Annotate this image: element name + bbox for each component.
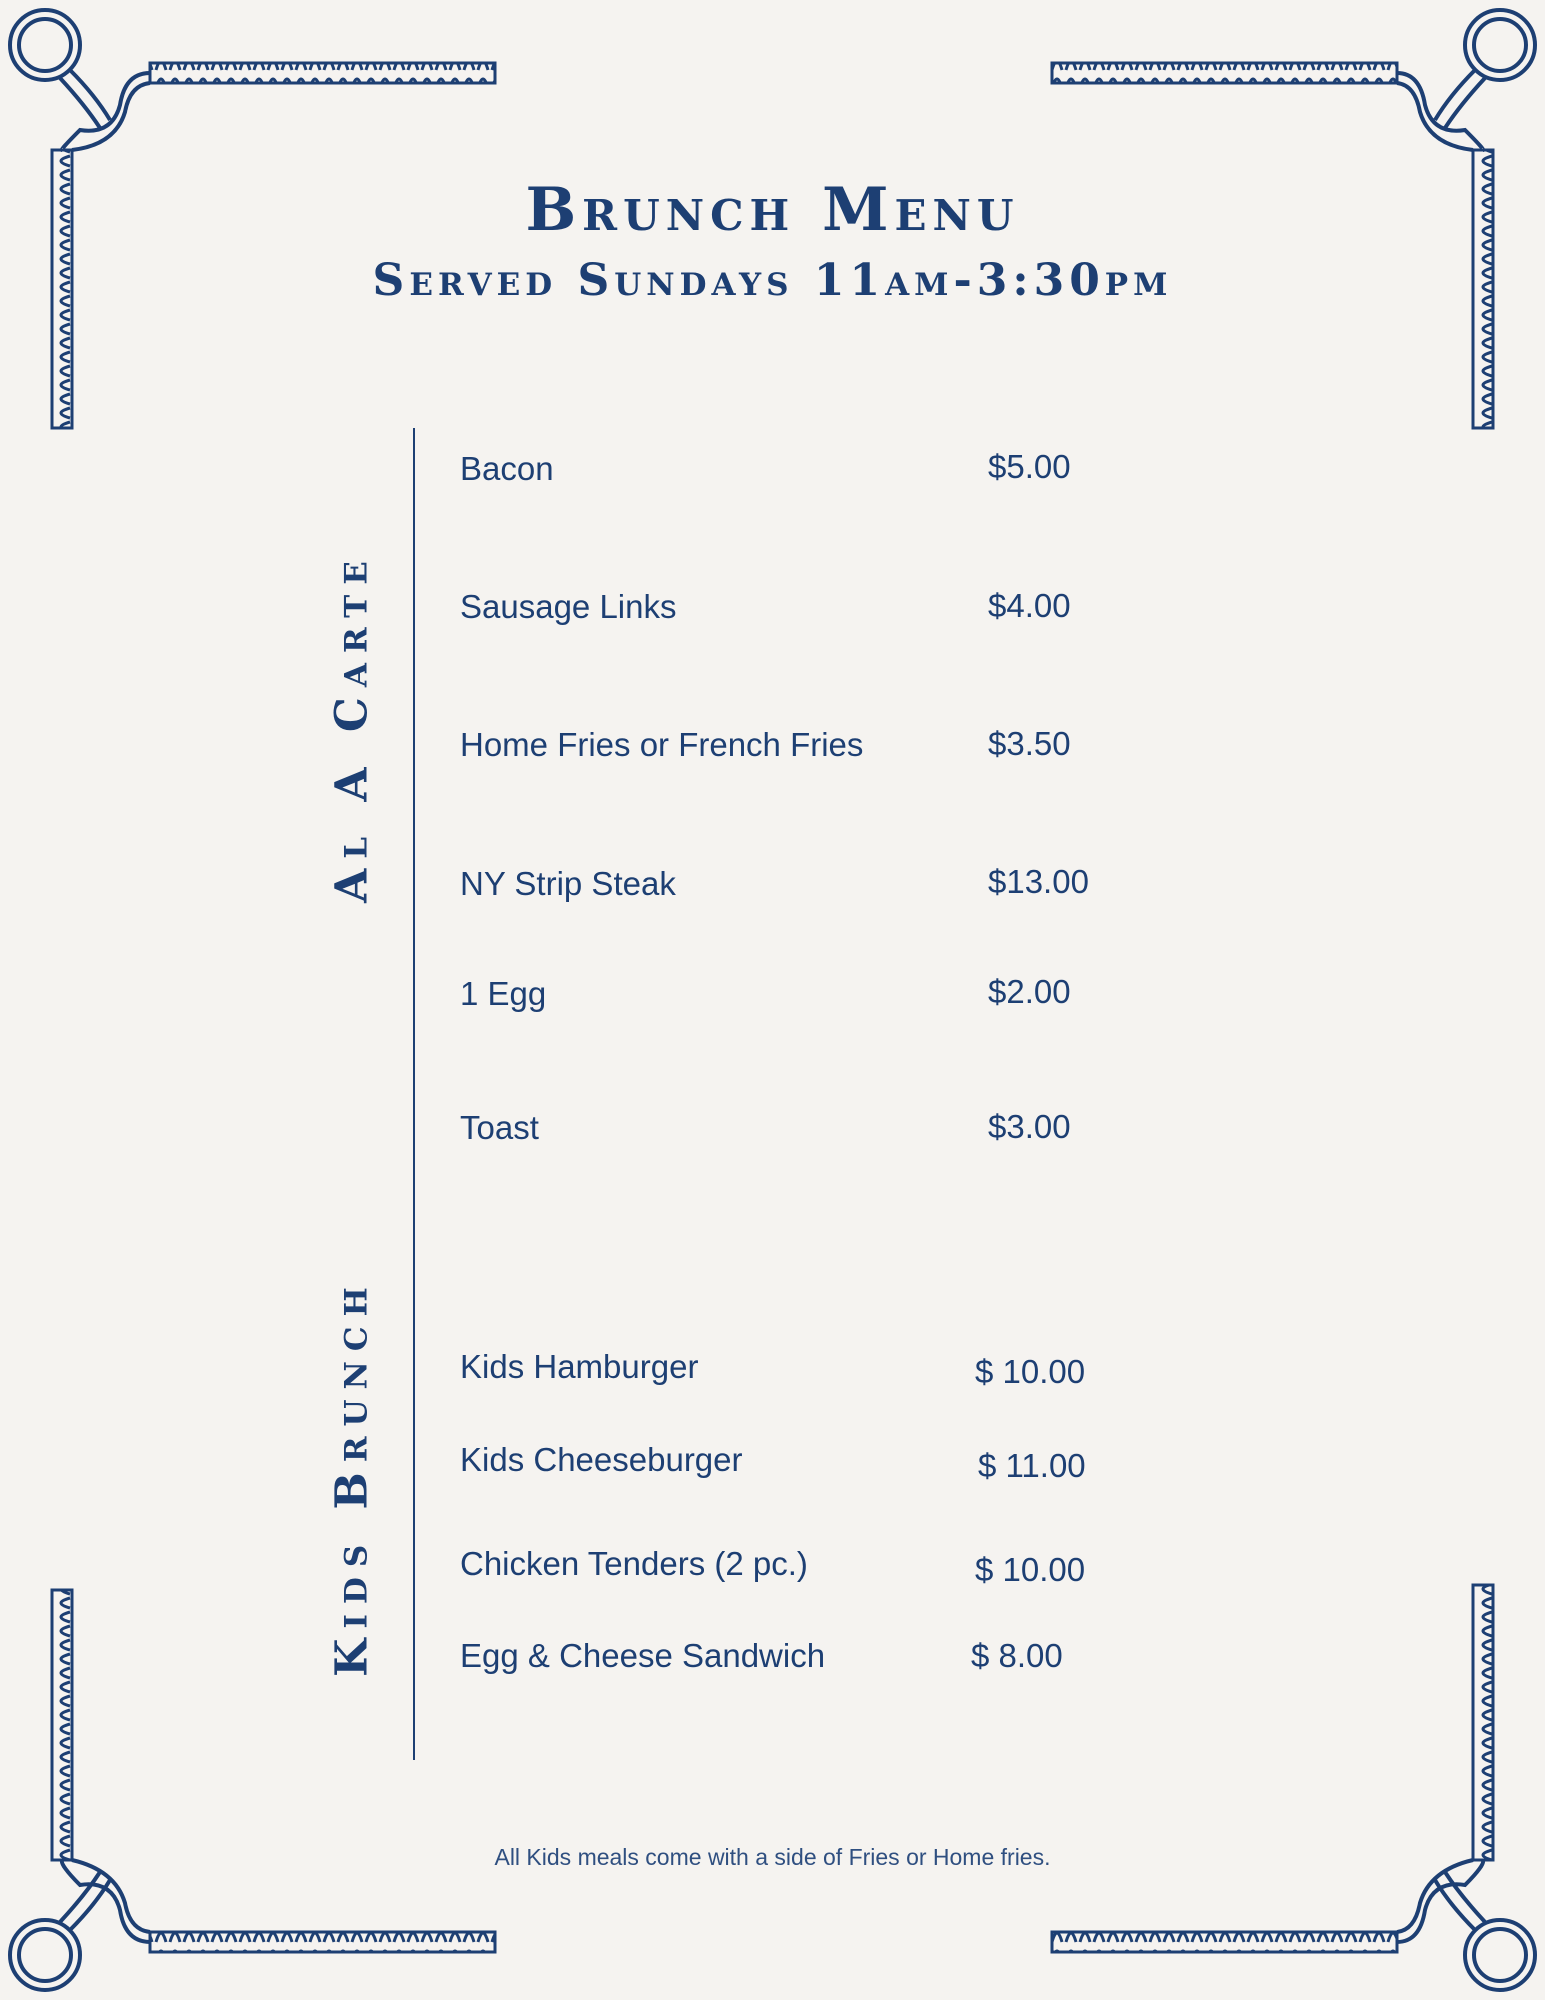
menu-item-price: $3.00 bbox=[988, 1108, 1071, 1145]
menu-item-price: $ 10.00 bbox=[975, 1551, 1086, 1588]
section-label-kids-brunch: Kids Brunch bbox=[326, 1277, 378, 1677]
menu-item-price: $2.00 bbox=[988, 973, 1071, 1010]
menu-item-name: Toast bbox=[460, 1109, 539, 1146]
menu-item-name: NY Strip Steak bbox=[460, 865, 676, 902]
section-divider-line bbox=[413, 428, 415, 1760]
menu-item-price: $ 8.00 bbox=[971, 1637, 1063, 1674]
menu-item-name: 1 Egg bbox=[460, 975, 547, 1012]
menu-item-name: Home Fries or French Fries bbox=[460, 726, 864, 763]
menu-item-price: $13.00 bbox=[988, 863, 1089, 900]
menu-item-price: $4.00 bbox=[988, 587, 1071, 624]
menu-subtitle: Served Sundays 11am-3:30pm bbox=[372, 255, 1173, 306]
menu-item-name: Bacon bbox=[460, 450, 554, 487]
menu-item-name: Egg & Cheese Sandwich bbox=[460, 1637, 826, 1674]
kids-meal-note: All Kids meals come with a side of Fries or Home fries. bbox=[494, 1844, 1051, 1870]
menu-item-name: Chicken Tenders (2 pc.) bbox=[460, 1545, 808, 1582]
menu-item-name: Sausage Links bbox=[460, 588, 677, 625]
menu-title: Brunch Menu bbox=[525, 175, 1020, 245]
menu-item-price: $3.50 bbox=[988, 725, 1071, 762]
menu-item-name: Kids Hamburger bbox=[460, 1348, 699, 1385]
menu-item-price: $5.00 bbox=[988, 448, 1071, 485]
menu-item-price: $ 10.00 bbox=[975, 1353, 1086, 1390]
menu-item-price: $ 11.00 bbox=[978, 1447, 1086, 1484]
section-label-al-a-carte: Al A Carte bbox=[326, 551, 378, 903]
menu-item-name: Kids Cheeseburger bbox=[460, 1441, 743, 1478]
